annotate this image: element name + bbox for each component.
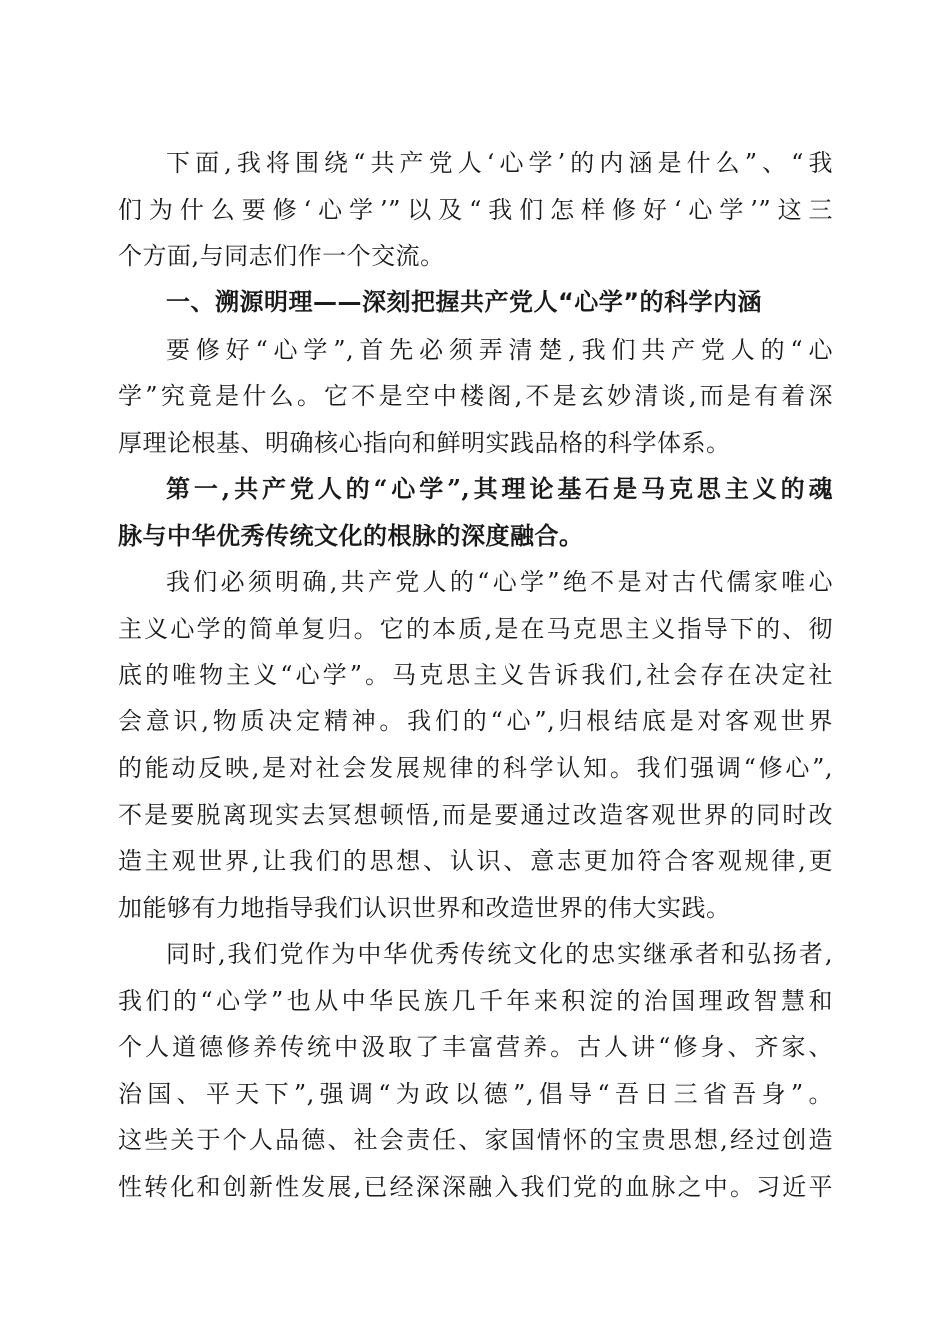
paragraph-2-line-3: 厚理论根基、明确核心指向和鲜明实践品格的科学体系。 [118,429,731,457]
paragraph-3-line-4: 会意识,物质决定精神。我们的“心”,归根结底是对客观世界 [118,707,833,735]
paragraph-3-line-7: 造主观世界,让我们的思想、认识、意志更加符合客观规律,更 [118,847,833,875]
paragraph-4-line-4: 治国、平天下”,强调“为政以德”,倡导“吾日三省吾身”。 [118,1080,833,1108]
paragraph-3-line-3: 底的唯物主义“心学”。马克思主义告诉我们,社会存在决定社 [118,661,833,689]
paragraph-4-line-1: 同时,我们党作为中华优秀传统文化的忠实继承者和弘扬者, [166,940,833,968]
paragraph-4-line-5: 这些关于个人品德、社会责任、家国情怀的宝贵思想,经过创造 [118,1126,833,1154]
paragraph-3-line-8: 加能够有力地指导我们认识世界和改造世界的伟大实践。 [118,894,731,922]
paragraph-2-line-1: 要修好“心学”,首先必须弄清楚,我们共产党人的“心 [166,336,833,364]
paragraph-4-line-2: 我们的“心学”也从中华民族几千年来积淀的治国理政智慧和 [118,987,833,1015]
paragraph-3-line-6: 不是要脱离现实去冥想顿悟,而是要通过改造客观世界的同时改 [118,801,833,829]
paragraph-1-line-3: 个方面,与同志们作一个交流。 [118,242,445,270]
paragraph-1-line-2: 们为什么要修‘心学’”以及“我们怎样修好‘心学’”这三 [118,196,833,224]
paragraph-1-line-1: 下面,我将围绕“共产党人‘心学’的内涵是什么”、“我 [166,149,833,177]
paragraph-4-line-6: 性转化和创新性发展,已经深深融入我们党的血脉之中。习近平 [118,1173,833,1201]
point-heading-1-line-2: 脉与中华优秀传统文化的根脉的深度融合。 [118,521,584,550]
paragraph-4-line-3: 个人道德修养传统中汲取了丰富营养。古人讲“修身、齐家、 [118,1033,833,1061]
paragraph-3-line-2: 主义心学的简单复归。它的本质,是在马克思主义指导下的、彻 [118,615,833,643]
paragraph-2-line-2: 学”究竟是什么。它不是空中楼阁,不是玄妙清谈,而是有着深 [118,382,833,410]
section-heading-1: 一、溯源明理——深刻把握共产党人“心学”的科学内涵 [166,288,763,316]
paragraph-3-line-5: 的能动反映,是对社会发展规律的科学认知。我们强调“修心”, [118,754,833,782]
point-heading-1-line-1: 第一,共产党人的“心学”,其理论基石是马克思主义的魂 [166,474,833,503]
paragraph-3-line-1: 我们必须明确,共产党人的“心学”绝不是对古代儒家唯心 [166,568,833,596]
